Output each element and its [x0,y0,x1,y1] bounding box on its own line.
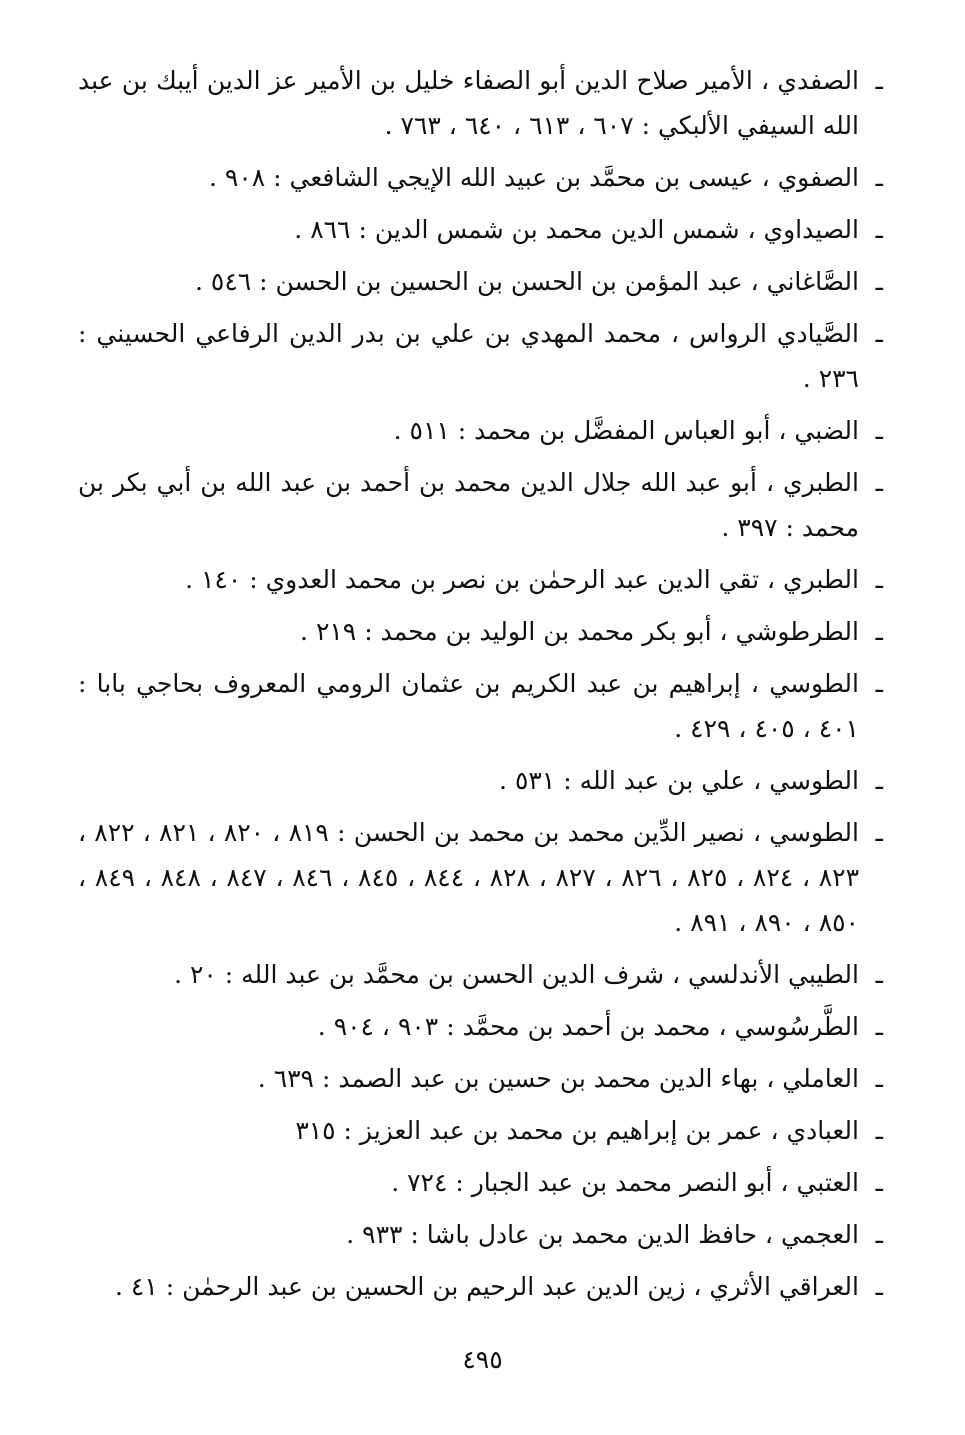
index-entry: ـ الطَّرسُوسي ، محمد بن أحمد بن محمَّد : ٩٠٣ ، ٩٠٤ . [78,1004,883,1049]
index-entry: ـ الصيداوي ، شمس الدين محمد بن شمس الدين : ٨٦٦ . [78,207,883,252]
index-entry: ـ العبادي ، عمر بن إبراهيم بن محمد بن عبد العزيز : ٣١٥ [78,1108,883,1153]
index-entry: ـ الصَّاغاني ، عبد المؤمن بن الحسن بن الحسين بن الحسن : ٥٤٦ . [78,259,883,304]
index-entry: ـ الطوسي ، إبراهيم بن عبد الكريم بن عثمان الرومي المعروف بحاجي بابا : ٤٠١ ، ٤٠٥ ، ٤٢٩ . [78,661,883,751]
index-entry: ـ الطرطوشي ، أبو بكر محمد بن الوليد بن محمد : ٢١٩ . [78,609,883,654]
index-entry: ـ الضبي ، أبو العباس المفضَّل بن محمد : ٥١١ . [78,408,883,453]
index-entry: ـ الطبري ، تقي الدين عبد الرحمٰن بن نصر بن محمد العدوي : ١٤٠ . [78,557,883,602]
index-entry: ـ الصَّيادي الرواس ، محمد المهدي بن علي بن بدر الدين الرفاعي الحسيني : ٢٣٦ . [78,311,883,401]
index-entry: ـ الصفوي ، عيسى بن محمَّد بن عبيد الله الإيجي الشافعي : ٩٠٨ . [78,155,883,200]
index-entry: ـ الطيبي الأندلسي ، شرف الدين الحسن بن محمَّد بن عبد الله : ٢٠ . [78,952,883,997]
index-entry: ـ العاملي ، بهاء الدين محمد بن حسين بن عبد الصمد : ٦٣٩ . [78,1056,883,1101]
index-entry: ـ الطوسي ، نصير الدِّين محمد بن محمد بن الحسن : ٨١٩ ، ٨٢٠ ، ٨٢١ ، ٨٢٢ ، ٨٢٣ ، ٨٢٤ ، ٨٢٥ ، ٨٢٦ ، ٨٢٧ ، ٨٢٨ ، ٨٤٤ ، ٨٤٥ ، ٨٤٦ ، ٨٤٧ ، ٨٤٨ ، ٨٤٩ ، ٨٥٠ ، ٨٩٠ ، ٨٩١ . [78,810,883,945]
index-entry: ـ العراقي الأثري ، زين الدين عبد الرحيم بن الحسين بن عبد الرحمٰن : ٤١ . [78,1264,883,1309]
index-entry: ـ العجمي ، حافظ الدين محمد بن عادل باشا : ٩٣٣ . [78,1212,883,1257]
index-entry: ـ العتبي ، أبو النصر محمد بن عبد الجبار : ٧٢٤ . [78,1160,883,1205]
index-entry: ـ الصفدي ، الأمير صلاح الدين أبو الصفاء خليل بن الأمير عز الدين أيبك بن عبد الله السيفي الألبكي : ٦٠٧ ، ٦١٣ ، ٦٤٠ ، ٧٦٣ . [78,58,883,148]
index-entry: ـ الطبري ، أبو عبد الله جلال الدين محمد بن أحمد بن عبد الله بن أبي بكر بن محمد : ٣٩٧ . [78,460,883,550]
index-page [78,58,883,1316]
page-number: ٤٩٥ [462,1345,503,1374]
index-entry: ـ الطوسي ، علي بن عبد الله : ٥٣١ . [78,758,883,803]
